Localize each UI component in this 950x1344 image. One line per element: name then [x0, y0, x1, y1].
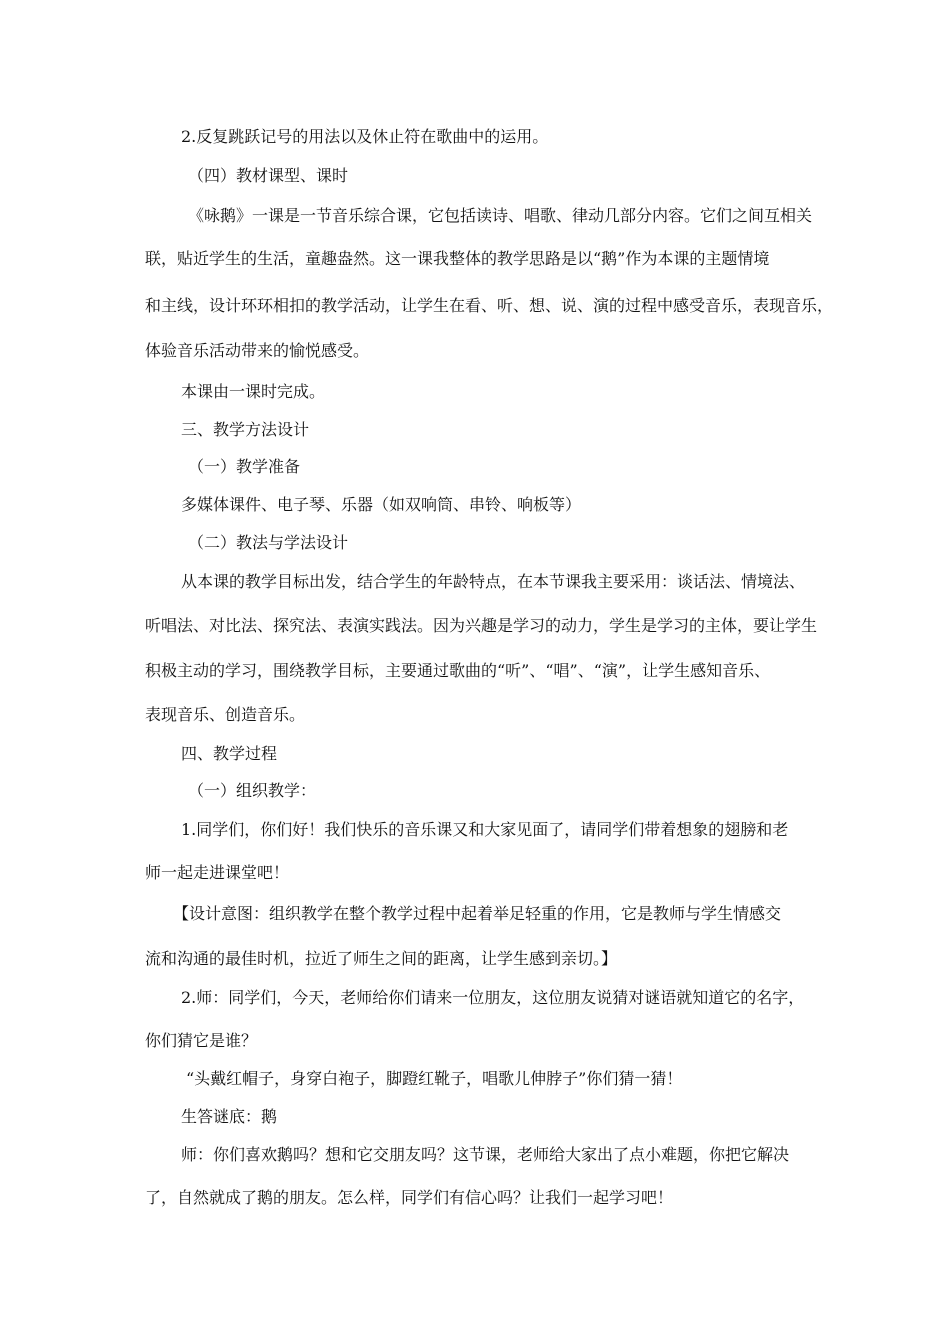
paragraph-line: 积极主动的学习，围绕教学目标，主要通过歌曲的“听”、“唱”、“演”，让学生感知音乐、 [145, 661, 771, 680]
section-heading: （一）教学准备 [188, 457, 301, 476]
paragraph-line: 师一起走进课堂吧！ [145, 863, 290, 882]
section-heading: （四）教材课型、课时 [188, 166, 349, 185]
paragraph-line: 本课由一课时完成。 [181, 382, 326, 401]
paragraph-line: 联，贴近学生的生活，童趣盎然。这一课我整体的教学思路是以“鹅”作为本课的主题情境 [145, 249, 770, 268]
riddle-line: “头戴红帽子，身穿白袍子，脚蹬红靴子，唱歌儿伸脖子”你们猜一猜！ [186, 1069, 683, 1088]
paragraph-line: 从本课的教学目标出发，结合学生的年龄特点，在本节课我主要采用：谈话法、情境法、 [181, 572, 806, 591]
section-heading: 四、教学过程 [181, 744, 278, 763]
paragraph-line: 你们猜它是谁？ [145, 1031, 258, 1050]
paragraph-line: 了，自然就成了鹅的朋友。怎么样，同学们有信心吗？让我们一起学习吧！ [145, 1188, 674, 1207]
paragraph-line: 多媒体课件、电子琴、乐器（如双响筒、串铃、响板等） [181, 495, 582, 514]
paragraph-line: 2.反复跳跃记号的用法以及休止符在歌曲中的运用。 [181, 127, 549, 146]
paragraph-line: 生答谜底：鹅 [181, 1107, 278, 1126]
paragraph-line: 和主线，设计环环相扣的教学活动，让学生在看、听、想、说、演的过程中感受音乐，表现音乐， [145, 296, 834, 315]
paragraph-line: 《咏鹅》一课是一节音乐综合课，它包括读诗、唱歌、律动几部分内容。它们之间互相关 [188, 206, 813, 225]
paragraph-line: 2.师：同学们，今天，老师给你们请来一位朋友，这位朋友说猜对谜语就知道它的名字， [181, 988, 805, 1007]
section-heading: 三、教学方法设计 [181, 420, 310, 439]
design-note-line: 【设计意图：组织教学在整个教学过程中起着举足轻重的作用，它是教师与学生情感交 [173, 904, 782, 923]
paragraph-line: 听唱法、对比法、探究法、表演实践法。因为兴趣是学习的动力，学生是学习的主体，要让学生 [145, 616, 818, 635]
paragraph-line: 1.同学们，你们好！我们快乐的音乐课又和大家见面了，请同学们带着想象的翅膀和老 [181, 820, 789, 839]
section-heading: （二）教法与学法设计 [188, 533, 349, 552]
paragraph-line: 体验音乐活动带来的愉悦感受。 [145, 341, 370, 360]
paragraph-line: 表现音乐、创造音乐。 [145, 705, 306, 724]
design-note-line: 流和沟通的最佳时机，拉近了师生之间的距离，让学生感到亲切。】 [145, 949, 618, 968]
section-heading: （一）组织教学： [188, 781, 317, 800]
paragraph-line: 师：你们喜欢鹅吗？想和它交朋友吗？这节课，老师给大家出了点小难题，你把它解决 [181, 1145, 790, 1164]
